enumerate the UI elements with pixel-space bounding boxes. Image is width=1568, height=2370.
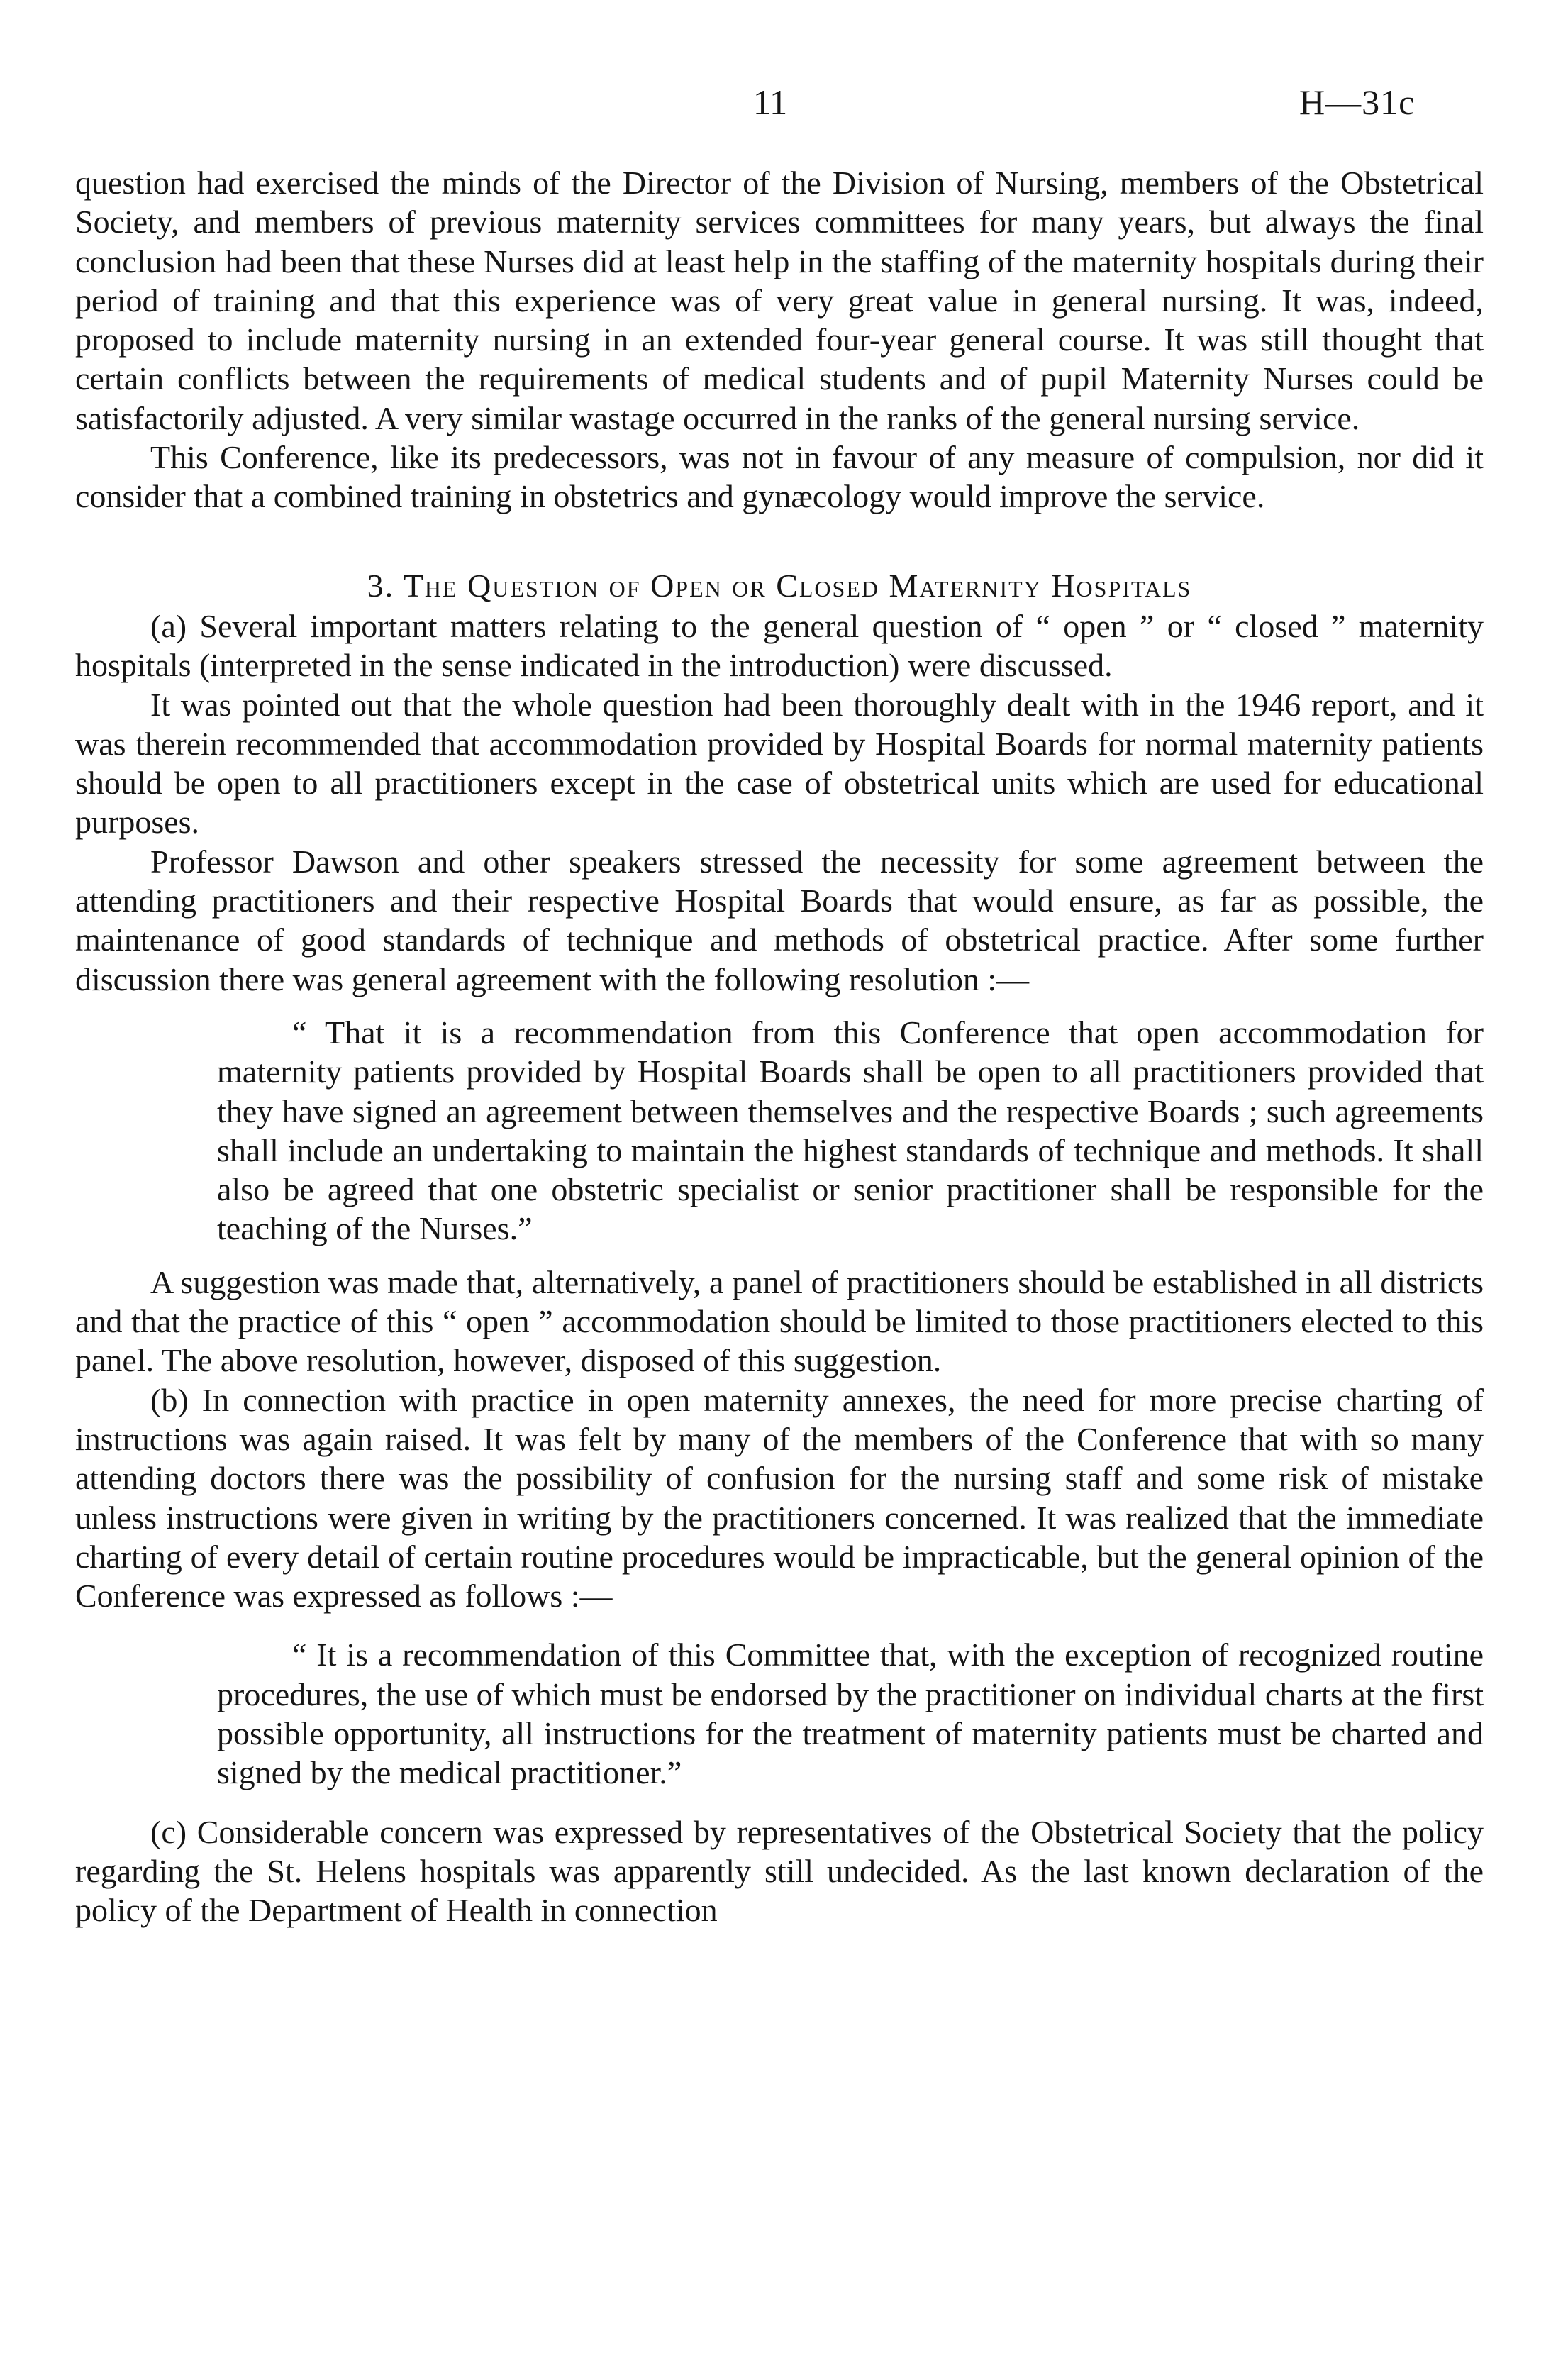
resolution-open-accommodation: “ That it is a recommendation from this Conference that open accommodation for maternity patients provided by Hospital Boards shall be open to all practitioners provided that they have signed an agreement between themselves and the respective Boards ; such agreements shall include an undertaking to maintain the highest standards of technique and methods. It shall also be agreed that one obstetric specialist or senior practitioner shall be responsible for the teaching of the Nurses.” xyxy=(217,1014,1484,1247)
paragraph-a-open-closed: (a) Several important matters relating to the general question of “ open ” or “ closed ” maternity hospitals (interpreted in the sense indicated in the introduction) were discussed. xyxy=(75,607,1484,684)
page-number: 11 xyxy=(753,82,788,122)
paragraph-conference-compulsion: This Conference, like its predecessors, was not in favour of any measure of compulsion, nor did it consider that a combined training in obstetrics and gynæcology would improve the service. xyxy=(75,439,1484,515)
section-heading: 3. The Question of Open or Closed Maternity Hospitals xyxy=(367,567,1192,604)
paragraph-panel-suggestion: A suggestion was made that, alternatively, a panel of practitioners should be established in all districts and that the practice of this “ open ” accommodation should be limited to those practitioners elected to this panel. The above resolution, however, disposed of this suggestion. xyxy=(75,1263,1484,1379)
body-text xyxy=(75,163,1484,1929)
resolution-charting-instructions: “ It is a recommendation of this Committee that, with the exception of recognized routine procedures, the use of which must be endorsed by the practitioner on individual charts at the first possible opportunity, all instructions for the treatment of maternity patients must be charted and signed by the medical practitioner.” xyxy=(217,1637,1484,1791)
paragraph-1946-report: It was pointed out that the whole question had been thoroughly dealt with in the 1946 report, and it was therein recommended that accommodation provided by Hospital Boards for normal maternity patients should be open to all practitioners except in the case of obstetrical units which are used for educational purposes. xyxy=(75,686,1484,841)
paragraph-continuation: question had exercised the minds of the Director of the Division of Nursing, members of the Obstetrical Society, and members of previous maternity services committees for many years, but always the final conclusion had been that these Nurses did at least help in the staffing of the maternity hospitals during their period of training and that this experience was of very great value in general nursing. It was, indeed, proposed to include maternity nursing in an extended four-year general course. It was still thought that certain conflicts between the requirements of medical students and of pupil Maternity Nurses could be satisfactorily adjusted. A very similar wastage occurred in the ranks of the general nursing service. xyxy=(75,165,1484,436)
paragraph-c-st-helens: (c) Considerable concern was expressed by representatives of the Obstetrical Society that the policy regarding the St. Helens hospitals was apparently still undecided. As the last known declaration of the policy of the Department of Health in connection xyxy=(75,1813,1484,1929)
page-header xyxy=(0,79,1568,136)
paragraph-b-charting: (b) In connection with practice in open maternity annexes, the need for more precise charting of instructions was again raised. It was felt by many of the members of the Conference that with so many attending doctors there was the possibility of confusion for the nursing staff and some risk of mistake unless instructions were given in writing by the practitioners concerned. It was realized that the immediate charting of every detail of certain routine procedures would be impracticable, but the general opinion of the Conference was expressed as follows :— xyxy=(75,1381,1484,1615)
paragraph-professor-dawson: Professor Dawson and other speakers stressed the necessity for some agreement between the attending practitioners and their respective Hospital Boards that would ensure, as far as possible, the maintenance of good standards of technique and methods of obstetrical practice. After some further discussion there was general agreement with the following resolution :— xyxy=(75,843,1484,997)
document-reference: H—31c xyxy=(1299,82,1416,122)
